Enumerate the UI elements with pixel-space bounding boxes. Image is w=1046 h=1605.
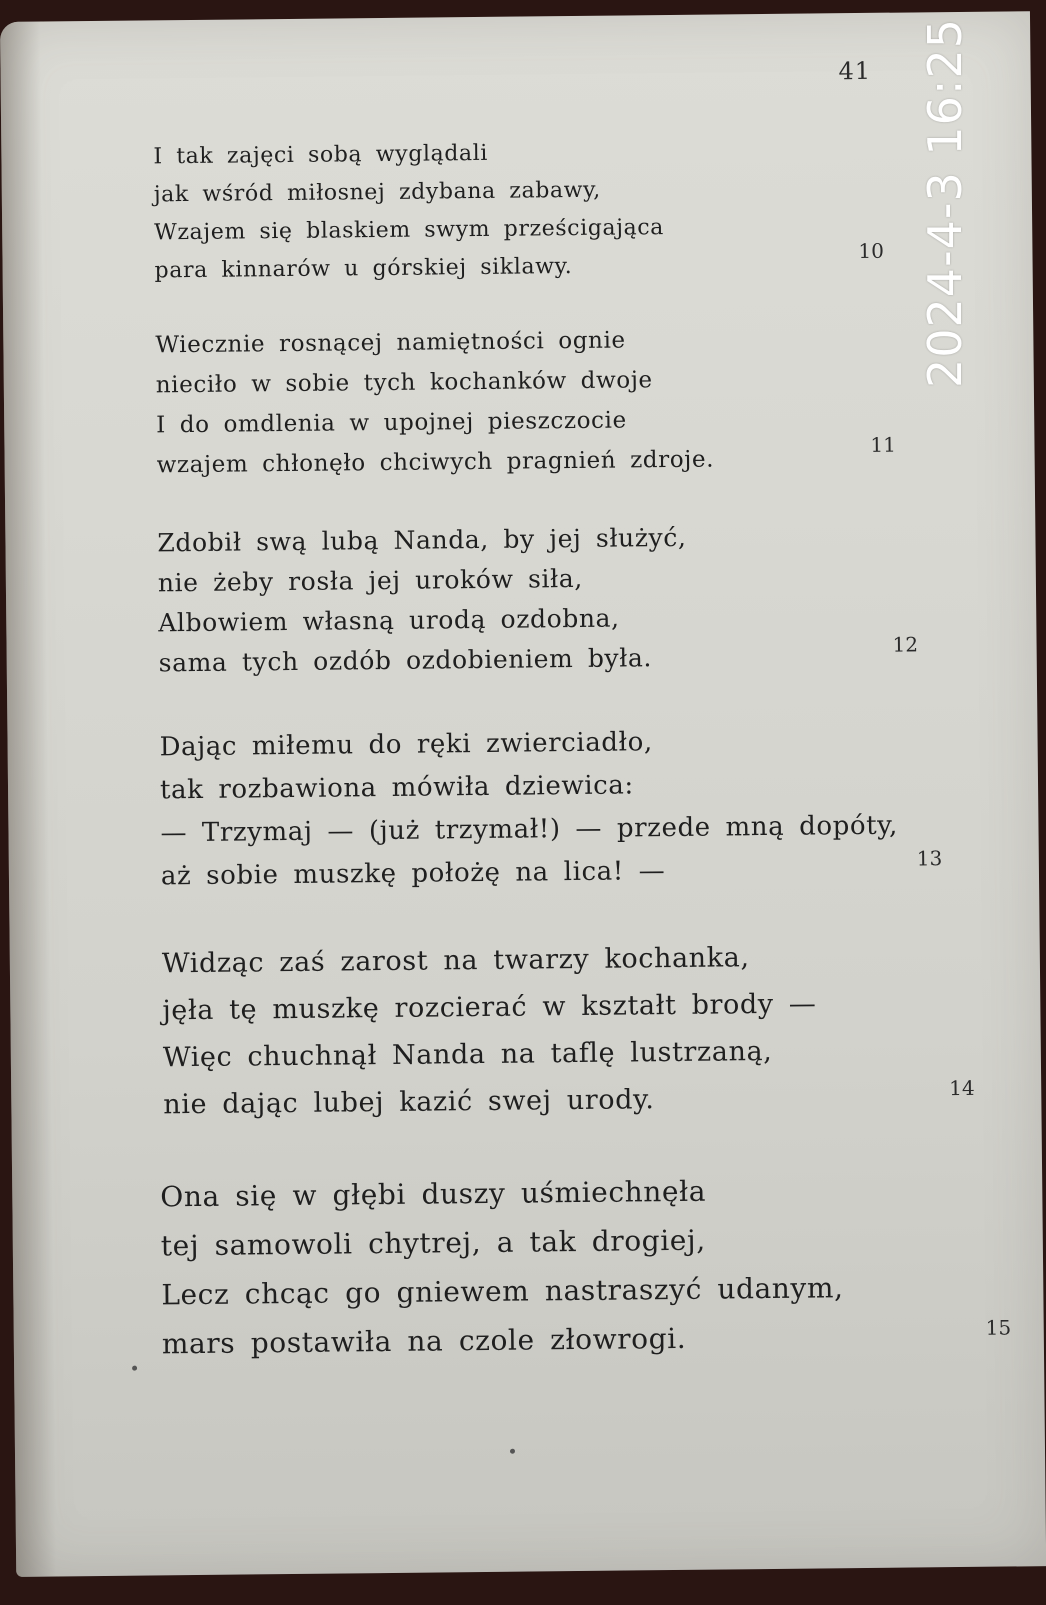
verse-number: 13: [916, 846, 943, 871]
paper-speck: [510, 1449, 515, 1454]
verse-line: sama tych ozdób ozdobieniem była.: [158, 643, 653, 678]
verse-line: para kinnarów u górskiej siklawy.: [154, 254, 573, 284]
verse-line: I tak zajęci sobą wyglądali: [153, 140, 489, 170]
verse-line: Albowiem własną urodą ozdobna,: [158, 603, 620, 638]
verse-line: Zdobił swą lubą Nanda, by jej służyć,: [157, 522, 687, 558]
paper-speck: [132, 1366, 137, 1371]
verse-number: 14: [949, 1075, 975, 1101]
verse-line: Ona się w głębi duszy uśmiechnęła: [160, 1174, 707, 1214]
verse-line: jak wśród miłosnej zdybana zabawy,: [153, 177, 601, 208]
verse-number: 12: [892, 632, 919, 657]
verse-line: nie dając lubej kazić swej urody.: [163, 1084, 655, 1121]
verse-line: Dając miłemu do ręki zwierciadło,: [159, 727, 653, 763]
verse-number: 11: [870, 432, 897, 457]
verse-line: Więc chuchnął Nanda na taflę lustrzaną,: [162, 1035, 773, 1074]
verse-line: Wzajem się blaskiem swym prześcigająca: [154, 215, 665, 246]
verse-line: Wiecznie rosnącej namiętności ognie: [155, 327, 626, 359]
verse-line: nieciło w sobie tych kochanków dwoje: [155, 367, 653, 399]
verse-line: wzajem chłonęło chciwych pragnień zdroje.: [156, 446, 715, 479]
verse-line: Lecz chcąc go gniewem nastraszyć udanym,: [161, 1271, 844, 1312]
page-number: 41: [838, 56, 872, 86]
book-page: [0, 11, 1046, 1577]
verse-line: nie żeby rosła jej uroków siła,: [157, 563, 583, 598]
verse-number: 10: [858, 238, 885, 264]
verse-line: — Trzymaj — (już trzymał!) — przede mną dopóty,: [160, 810, 899, 849]
verse-number: 15: [985, 1315, 1012, 1340]
verse-line: tak rozbawiona mówiła dziewica:: [159, 770, 634, 806]
verse-line: jęła tę muszkę rozcierać w kształt brody —: [162, 988, 817, 1027]
verse-line: I do omdlenia w upojnej pieszczocie: [156, 407, 627, 439]
verse-line: Widząc zaś zarost na twarzy kochanka,: [161, 942, 750, 980]
spine-shadow: [0, 22, 56, 1577]
verse-line: aż sobie muszkę położę na lica! —: [160, 856, 666, 892]
photo-timestamp: 2024-4-3 16:25: [918, 18, 972, 388]
verse-line: mars postawiła na czole złowrogi.: [161, 1321, 687, 1361]
verse-line: tej samowoli chytrej, a tak drogiej,: [160, 1223, 706, 1263]
